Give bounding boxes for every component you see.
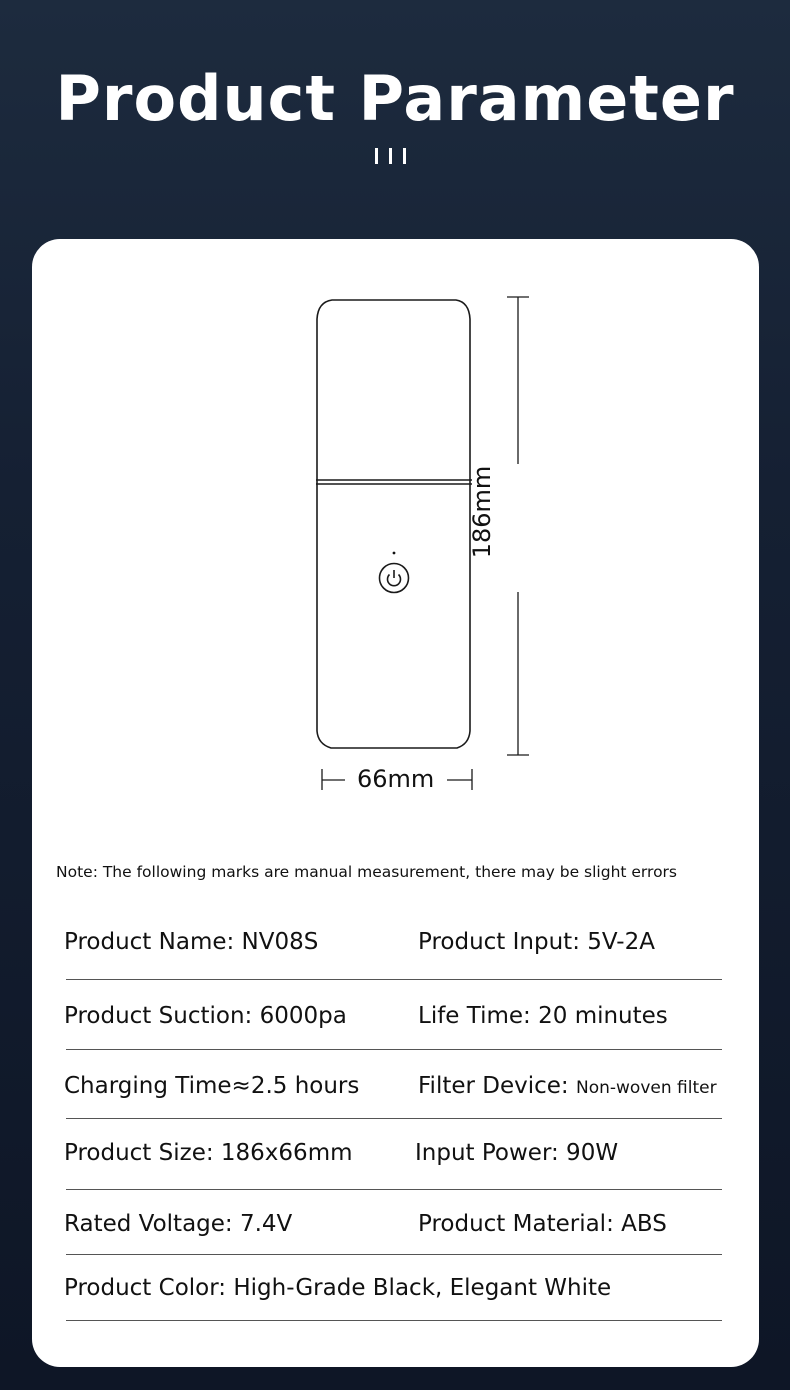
filter-device-label: Filter Device: [418,1073,576,1099]
height-dimension-line [507,297,529,755]
row-divider [66,1320,722,1321]
row-divider [66,1049,722,1050]
filter-device-value: Non-woven filter [576,1078,717,1098]
product-dimension-diagram [32,239,759,839]
spec-product-material: Product Material: ABS [418,1211,667,1237]
indicator-dot [393,552,396,555]
height-label: 186mm [468,465,496,559]
spec-input-power: Input Power: 90W [415,1140,619,1166]
title-decoration [375,148,415,164]
width-label: 66mm [357,765,435,793]
measurement-note: Note: The following marks are manual measurement, there may be slight errors [56,863,677,881]
spec-product-suction: Product Suction: 6000pa [64,1003,347,1029]
spec-product-color: Product Color: High-Grade Black, Elegant White [64,1275,612,1301]
parameter-card [32,239,759,1367]
device-outline [317,300,470,748]
spec-rated-voltage: Rated Voltage: 7.4V [64,1211,293,1237]
page-title: Product Parameter [55,62,735,135]
spec-charging-time: Charging Time≈2.5 hours [64,1073,360,1099]
spec-product-name: Product Name: NV08S [64,929,319,955]
row-divider [66,1118,722,1119]
spec-product-size: Product Size: 186x66mm [64,1140,353,1166]
spec-filter-device [418,1073,717,1099]
power-icon [380,564,409,593]
spec-product-input: Product Input: 5V-2A [418,929,655,955]
row-divider [66,1189,722,1190]
row-divider [66,1254,722,1255]
row-divider [66,979,722,980]
spec-life-time: Life Time: 20 minutes [418,1003,668,1029]
